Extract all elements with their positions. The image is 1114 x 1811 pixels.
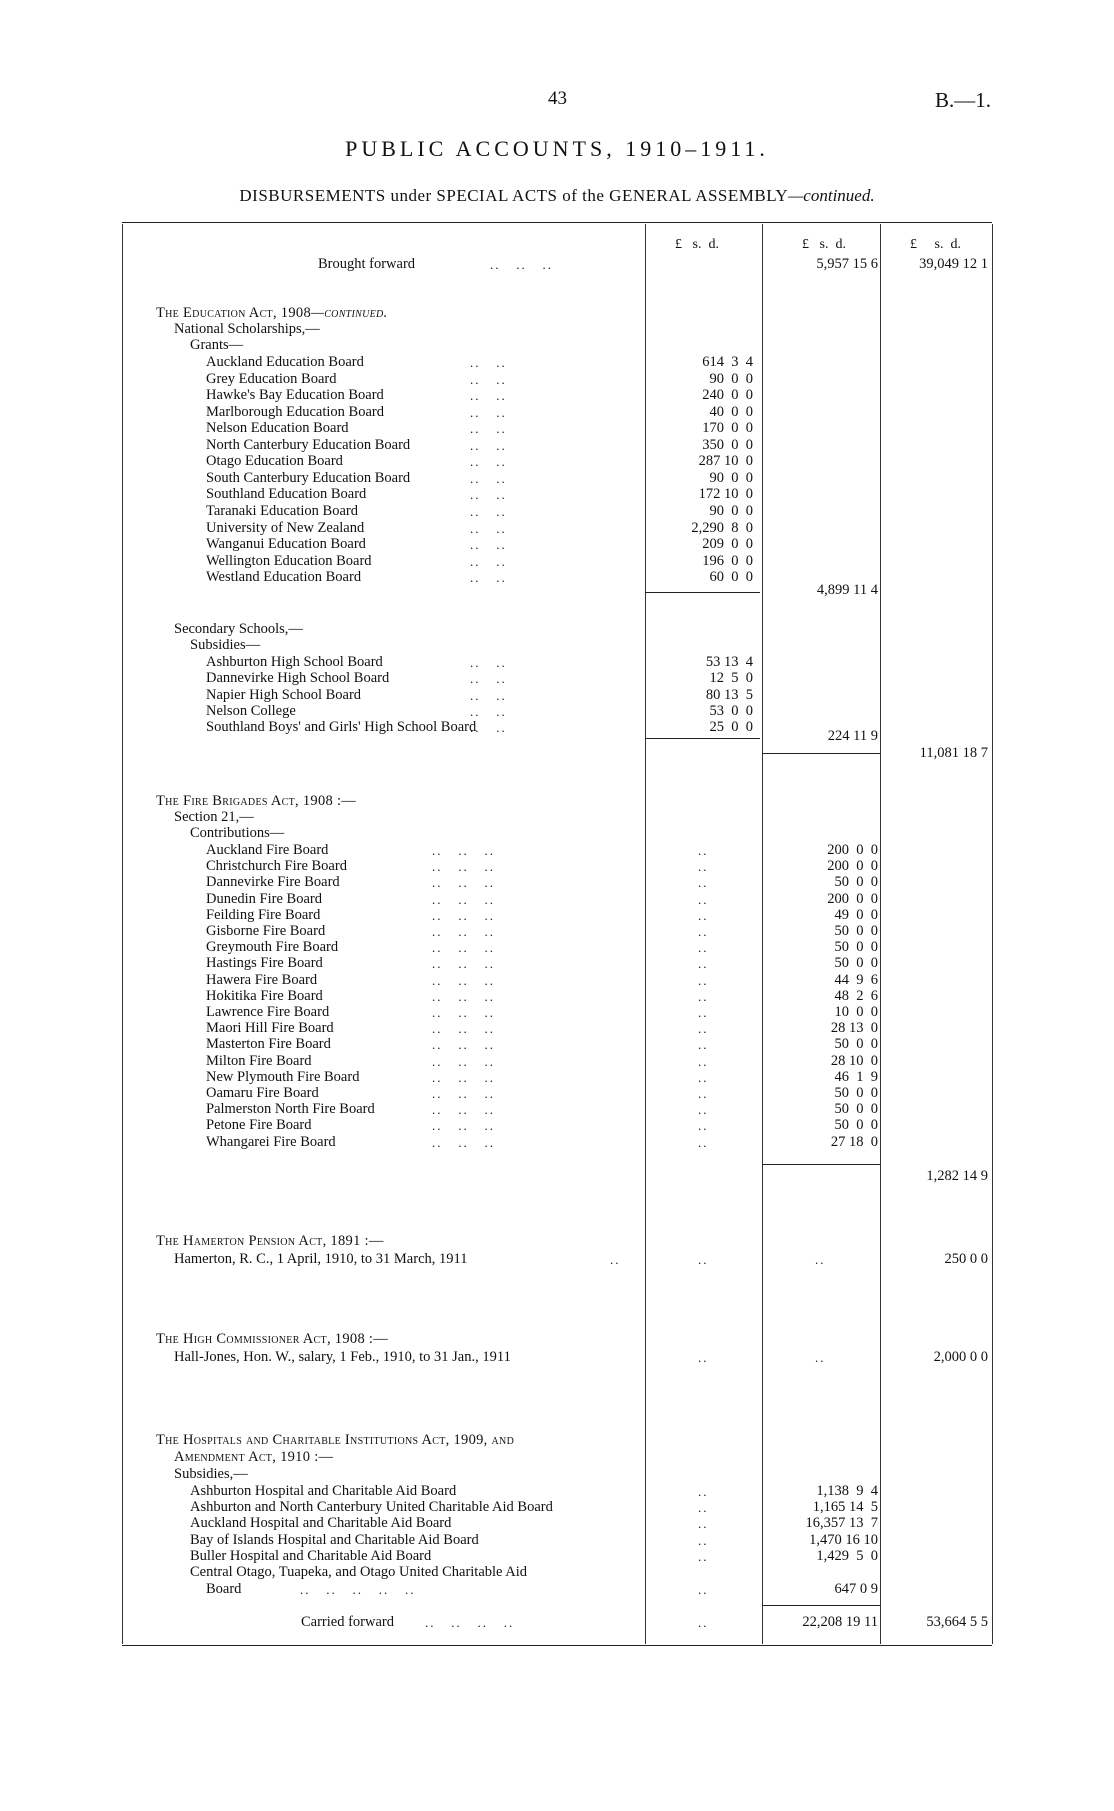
dot-leaders: .. .. ..	[432, 1037, 495, 1053]
high-commissioner-amount: 2,000 0 0	[933, 1349, 988, 1365]
dot-leaders: .. .. ..	[432, 940, 495, 956]
brought-forward-col2: 5,957 15 6	[816, 256, 878, 272]
item-amount: 25 0 0	[709, 719, 753, 736]
list-item	[0, 1053, 1114, 1070]
dot-leaders: ..	[698, 891, 709, 907]
item-name: Milton Fire Board	[206, 1052, 312, 1069]
item-amount: 44 9 6	[834, 971, 878, 988]
list-item	[0, 371, 1114, 388]
dot-leaders: ..	[698, 1350, 709, 1365]
section-heading	[0, 1331, 1114, 1348]
item-amount: 1,138 9 4	[816, 1483, 878, 1499]
item-amount: 50 0 0	[834, 874, 878, 891]
page-number: 43	[548, 88, 567, 109]
table-bottom-rule	[122, 1645, 992, 1646]
dot-leaders: ..	[698, 1053, 709, 1069]
dot-leaders: .. ..	[470, 520, 507, 536]
list-item	[0, 1004, 1114, 1021]
page-subtitle	[0, 186, 1114, 206]
list-item	[0, 1069, 1114, 1086]
item-amount: 50 0 0	[834, 1101, 878, 1118]
dot-leaders: .. .. ..	[432, 1053, 495, 1069]
dot-leaders: .. ..	[470, 454, 507, 470]
item-name: Ashburton Hospital and Charitable Aid Board	[190, 1483, 457, 1499]
dot-leaders: .. ..	[470, 655, 507, 670]
dot-leaders: .. .. .. ..	[425, 1615, 515, 1630]
dot-leaders: ..	[698, 1037, 709, 1053]
dot-leaders: .. .. ..	[432, 924, 495, 939]
dot-leaders: ..	[698, 843, 709, 858]
item-name: Dannevirke High School Board	[206, 670, 390, 687]
list-item	[0, 939, 1114, 956]
grants-total-row	[0, 582, 1114, 599]
grants-total: 4,899 11 4	[816, 582, 878, 598]
item-name: Ashburton and North Canterbury United Charitable Aid Board	[190, 1499, 553, 1516]
subheading	[0, 337, 1114, 354]
dot-leaders: ..	[698, 1069, 709, 1085]
list-item	[0, 923, 1114, 940]
item-amount: 50 0 0	[834, 1085, 878, 1101]
item-amount: 1,470 16 10	[809, 1531, 878, 1548]
item-amount: 200 0 0	[827, 890, 878, 907]
dot-leaders: .. ..	[470, 421, 507, 437]
list-item	[0, 1483, 1114, 1500]
item-amount: 50 0 0	[834, 1117, 878, 1134]
table-top-rule	[122, 222, 992, 223]
item-amount: 2,290 8 0	[691, 519, 753, 536]
list-item	[0, 437, 1114, 454]
item-name: North Canterbury Education Board	[206, 436, 411, 453]
brought-forward-col3: 39,049 12 1	[919, 256, 988, 272]
item-amount: 28 13 0	[830, 1020, 878, 1037]
list-item	[0, 1251, 1114, 1268]
subtitle-main: DISBURSEMENTS under SPECIAL ACTS of the GENERAL ASSEMBLY	[239, 186, 789, 205]
list-item	[0, 874, 1114, 891]
item-amount: 287 10 0	[698, 453, 753, 470]
list-item	[0, 670, 1114, 687]
item-name: Buller Hospital and Charitable Aid Board	[190, 1547, 432, 1564]
hamerton-entry: Hamerton, R. C., 1 April, 1910, to 31 March, 1911	[174, 1251, 468, 1267]
item-amount: 172 10 0	[698, 486, 753, 503]
section-21-label: Section 21,—	[174, 809, 254, 825]
list-item	[0, 654, 1114, 671]
subheading	[0, 321, 1114, 338]
item-name: New Plymouth Fire Board	[206, 1068, 360, 1085]
item-amount: 350 0 0	[702, 436, 753, 453]
list-item	[0, 907, 1114, 924]
list-item	[0, 503, 1114, 520]
dot-leaders: ..	[698, 924, 709, 939]
carried-forward-label: Carried forward	[301, 1614, 394, 1630]
dot-leaders: .. .. ..	[432, 859, 495, 875]
dot-leaders: ..	[698, 1118, 709, 1134]
list-item	[0, 687, 1114, 704]
item-amount: 196 0 0	[702, 552, 753, 569]
list-item	[0, 1020, 1114, 1037]
dot-leaders: .. ..	[470, 570, 507, 586]
dot-leaders: .. ..	[470, 355, 507, 370]
list-item	[0, 553, 1114, 570]
item-amount: 170 0 0	[702, 420, 753, 437]
item-amount: 200 0 0	[827, 842, 878, 858]
item-amount: 50 0 0	[834, 1036, 878, 1053]
dot-leaders: .. .. ..	[432, 1086, 495, 1101]
secondary-total-row	[0, 728, 1114, 745]
dot-leaders: ..	[698, 1615, 709, 1630]
list-item	[0, 470, 1114, 487]
item-name: Petone Fire Board	[206, 1117, 312, 1134]
document-code: B.—1.	[935, 88, 992, 112]
item-name: Christchurch Fire Board	[206, 858, 347, 875]
dot-leaders: ..	[698, 1021, 709, 1037]
item-amount: 40 0 0	[709, 403, 753, 420]
item-name: Hawke's Bay Education Board	[206, 387, 384, 404]
hospital-subsidies-label: Subsidies,—	[174, 1466, 248, 1482]
dot-leaders: ..	[698, 956, 709, 972]
hospitals-act-title-line1: The Hospitals and Charitable Institutions Act, 1909, and	[156, 1432, 515, 1448]
dot-leaders: .. .. ..	[432, 1069, 495, 1085]
section-heading	[0, 305, 1114, 322]
dot-leaders: ..	[698, 1252, 709, 1267]
list-item	[0, 703, 1114, 720]
list-item	[0, 1101, 1114, 1118]
dot-leaders: .. ..	[470, 388, 507, 404]
dot-leaders: ..	[698, 1484, 709, 1499]
item-name: Nelson Education Board	[206, 420, 349, 437]
carried-forward-col3: 53,664 5 5	[926, 1614, 988, 1630]
high-commissioner-act-title: The High Commissioner Act, 1908 :—	[156, 1331, 389, 1347]
item-name: Maori Hill Fire Board	[206, 1020, 334, 1037]
list-item	[0, 1564, 1114, 1581]
item-name: Hastings Fire Board	[206, 955, 323, 972]
dot-leaders: .. .. .. .. ..	[300, 1582, 416, 1597]
item-amount: 90 0 0	[709, 469, 753, 486]
item-amount: 50 0 0	[834, 923, 878, 939]
hamerton-amount: 250 0 0	[944, 1251, 988, 1267]
item-name: Otago Education Board	[206, 453, 343, 470]
fire-subtotal-rule	[762, 1164, 880, 1165]
dot-leaders: .. .. ..	[432, 891, 495, 907]
item-amount: 27 18 0	[830, 1133, 878, 1150]
dot-leaders: ..	[698, 1005, 709, 1020]
list-item	[0, 842, 1114, 859]
item-amount: 53 0 0	[709, 702, 753, 719]
dot-leaders: .. .. ..	[432, 1134, 495, 1150]
item-amount: 50 0 0	[834, 939, 878, 956]
dot-leaders: ..	[698, 859, 709, 875]
list-item	[0, 520, 1114, 537]
item-name: Wanganui Education Board	[206, 536, 366, 553]
item-amount: 50 0 0	[834, 955, 878, 972]
item-name: Napier High School Board	[206, 686, 362, 703]
item-name: Taranaki Education Board	[206, 502, 358, 519]
item-amount: 46 1 9	[834, 1068, 878, 1085]
subheading	[0, 621, 1114, 638]
fire-brigades-act-title: The Fire Brigades Act, 1908 :—	[156, 793, 357, 809]
hospitals-act-title-line2: Amendment Act, 1910 :—	[174, 1449, 334, 1465]
dot-leaders: .. .. ..	[490, 257, 553, 272]
contributions-label: Contributions—	[190, 825, 285, 841]
list-item	[0, 858, 1114, 875]
dot-leaders: .. .. ..	[432, 1118, 495, 1134]
subheading	[0, 809, 1114, 826]
carried-forward-col2: 22,208 19 11	[802, 1614, 878, 1630]
item-name: Masterton Fire Board	[206, 1036, 331, 1053]
dot-leaders: ..	[698, 988, 709, 1004]
grants-label: Grants—	[190, 337, 244, 353]
item-name: Hawera Fire Board	[206, 971, 318, 988]
list-item	[0, 1349, 1114, 1366]
dot-leaders: .. ..	[470, 371, 507, 387]
dot-leaders: ..	[698, 1532, 709, 1548]
list-item	[0, 1117, 1114, 1134]
col2-header: £ s. d.	[802, 237, 846, 252]
list-item	[0, 387, 1114, 404]
item-name: Marlborough Education Board	[206, 403, 384, 420]
item-amount: 28 10 0	[830, 1052, 878, 1069]
dot-leaders: .. .. ..	[432, 875, 495, 891]
dot-leaders: ..	[698, 875, 709, 891]
item-name: Westland Education Board	[206, 569, 362, 586]
item-amount: 80 13 5	[705, 686, 753, 703]
section-heading	[0, 1233, 1114, 1250]
item-name: Feilding Fire Board	[206, 906, 321, 923]
carried-forward-row	[0, 1614, 1114, 1631]
dot-leaders: .. ..	[470, 470, 507, 486]
hamerton-act-title: The Hamerton Pension Act, 1891 :—	[156, 1233, 384, 1249]
dot-leaders: .. ..	[470, 487, 507, 503]
item-amount: 90 0 0	[709, 502, 753, 519]
item-amount: 1,165 14 5	[812, 1499, 878, 1516]
list-item	[0, 1134, 1114, 1151]
item-amount: 16,357 13 7	[805, 1515, 878, 1532]
subtitle-continued: —continued.	[788, 186, 875, 205]
carried-forward-rule	[762, 1605, 880, 1606]
item-name: Wellington Education Board	[206, 552, 372, 569]
list-item	[0, 1085, 1114, 1102]
item-name: University of New Zealand	[206, 519, 365, 536]
dot-leaders: .. ..	[470, 703, 507, 719]
dot-leaders: .. .. ..	[432, 1021, 495, 1037]
dot-leaders: ..	[698, 972, 709, 988]
item-name: Grey Education Board	[206, 370, 337, 387]
dot-leaders: .. .. ..	[432, 956, 495, 972]
list-item	[0, 354, 1114, 371]
secondary-total: 224 11 9	[827, 728, 878, 744]
item-name: Auckland Fire Board	[206, 842, 329, 858]
education-act-title: The Education Act, 1908—continued.	[156, 305, 388, 321]
list-item	[0, 1548, 1114, 1565]
section-heading	[0, 1432, 1114, 1449]
dot-leaders: ..	[815, 1252, 826, 1267]
item-amount: 48 2 6	[834, 987, 878, 1004]
dot-leaders: .. .. ..	[432, 972, 495, 988]
section-heading	[0, 793, 1114, 810]
item-amount: 49 0 0	[834, 906, 878, 923]
item-name: Palmerston North Fire Board	[206, 1101, 375, 1118]
dot-leaders: .. ..	[470, 437, 507, 453]
dot-leaders: ..	[698, 1582, 709, 1597]
dot-leaders: .. ..	[470, 404, 507, 420]
list-item	[0, 1036, 1114, 1053]
central-otago-line2: Board	[206, 1581, 242, 1597]
list-item	[0, 955, 1114, 972]
item-name: Auckland Hospital and Charitable Aid Board	[190, 1515, 452, 1532]
list-item	[0, 1532, 1114, 1549]
list-item	[0, 536, 1114, 553]
education-continued: —continued.	[311, 305, 388, 321]
item-name: Greymouth Fire Board	[206, 939, 339, 956]
item-name: Dunedin Fire Board	[206, 890, 322, 907]
dot-leaders: .. ..	[470, 720, 507, 736]
page-title: PUBLIC ACCOUNTS, 1910–1911.	[345, 136, 769, 161]
dot-leaders: ..	[698, 1086, 709, 1101]
dot-leaders: ..	[815, 1350, 826, 1365]
item-name: Ashburton High School Board	[206, 654, 383, 670]
item-name: Oamaru Fire Board	[206, 1085, 319, 1101]
central-otago-line1: Central Otago, Tuapeka, and Otago United Charitable Aid	[190, 1564, 528, 1580]
item-name: Gisborne Fire Board	[206, 923, 326, 939]
dot-leaders: .. ..	[470, 687, 507, 703]
item-amount: 200 0 0	[827, 858, 878, 875]
secondary-schools-label: Secondary Schools,—	[174, 621, 303, 637]
dot-leaders: .. ..	[470, 671, 507, 687]
education-act-total: 11,081 18 7	[919, 745, 988, 761]
item-amount: 53 13 4	[705, 654, 753, 670]
item-name: South Canterbury Education Board	[206, 469, 411, 486]
subheading	[0, 1466, 1114, 1483]
item-name: Southland Education Board	[206, 486, 367, 503]
dot-leaders: ..	[610, 1252, 621, 1267]
dot-leaders: .. ..	[470, 503, 507, 519]
col3-header: £ s. d.	[910, 237, 961, 252]
item-amount: 209 0 0	[702, 536, 753, 553]
subheading	[0, 637, 1114, 654]
list-item	[0, 453, 1114, 470]
dot-leaders: ..	[698, 940, 709, 956]
item-amount: 240 0 0	[702, 387, 753, 404]
item-name: Southland Boys' and Girls' High School Board	[206, 719, 477, 736]
item-name: Bay of Islands Hospital and Charitable Aid Board	[190, 1531, 479, 1548]
item-name: Nelson College	[206, 702, 296, 719]
list-item	[0, 988, 1114, 1005]
high-commissioner-entry: Hall-Jones, Hon. W., salary, 1 Feb., 1910, to 31 Jan., 1911	[174, 1349, 511, 1365]
item-amount: 1,429 5 0	[816, 1547, 878, 1564]
item-amount: 90 0 0	[709, 370, 753, 387]
education-total-row	[0, 745, 1114, 762]
item-amount: 12 5 0	[709, 670, 753, 687]
item-name: Dannevirke Fire Board	[206, 874, 340, 891]
list-item	[0, 1499, 1114, 1516]
subsidies-label: Subsidies—	[190, 637, 261, 653]
dot-leaders: .. ..	[470, 553, 507, 569]
item-amount: 10 0 0	[834, 1004, 878, 1020]
fire-brigades-total: 1,282 14 9	[926, 1168, 988, 1184]
item-amount: 60 0 0	[709, 569, 753, 586]
subheading	[0, 825, 1114, 842]
col1-header: £ s. d.	[675, 237, 719, 252]
dot-leaders: ..	[698, 1134, 709, 1150]
item-name: Auckland Education Board	[206, 354, 364, 370]
dot-leaders: ..	[698, 1548, 709, 1564]
dot-leaders: .. .. ..	[432, 843, 495, 858]
brought-forward-label: Brought forward	[318, 256, 416, 272]
dot-leaders: .. .. ..	[432, 1005, 495, 1020]
dot-leaders: ..	[698, 907, 709, 923]
list-item	[0, 1515, 1114, 1532]
list-item	[0, 404, 1114, 421]
fire-total-row	[0, 1168, 1114, 1185]
brought-forward-row	[0, 256, 1114, 273]
dot-leaders: .. .. ..	[432, 1102, 495, 1118]
item-amount: 614 3 4	[702, 354, 753, 370]
national-scholarships-label: National Scholarships,—	[174, 321, 320, 337]
list-item	[0, 1581, 1114, 1598]
list-item	[0, 972, 1114, 989]
list-item	[0, 891, 1114, 908]
dot-leaders: .. ..	[470, 537, 507, 553]
dot-leaders: ..	[698, 1516, 709, 1532]
dot-leaders: ..	[698, 1102, 709, 1118]
central-otago-amount: 647 0 9	[834, 1581, 878, 1597]
list-item	[0, 486, 1114, 503]
item-name: Lawrence Fire Board	[206, 1004, 330, 1020]
item-name: Hokitika Fire Board	[206, 987, 323, 1004]
dot-leaders: .. .. ..	[432, 907, 495, 923]
dot-leaders: ..	[698, 1500, 709, 1516]
dot-leaders: .. .. ..	[432, 988, 495, 1004]
item-name: Whangarei Fire Board	[206, 1133, 336, 1150]
section-heading	[0, 1449, 1114, 1466]
list-item	[0, 420, 1114, 437]
